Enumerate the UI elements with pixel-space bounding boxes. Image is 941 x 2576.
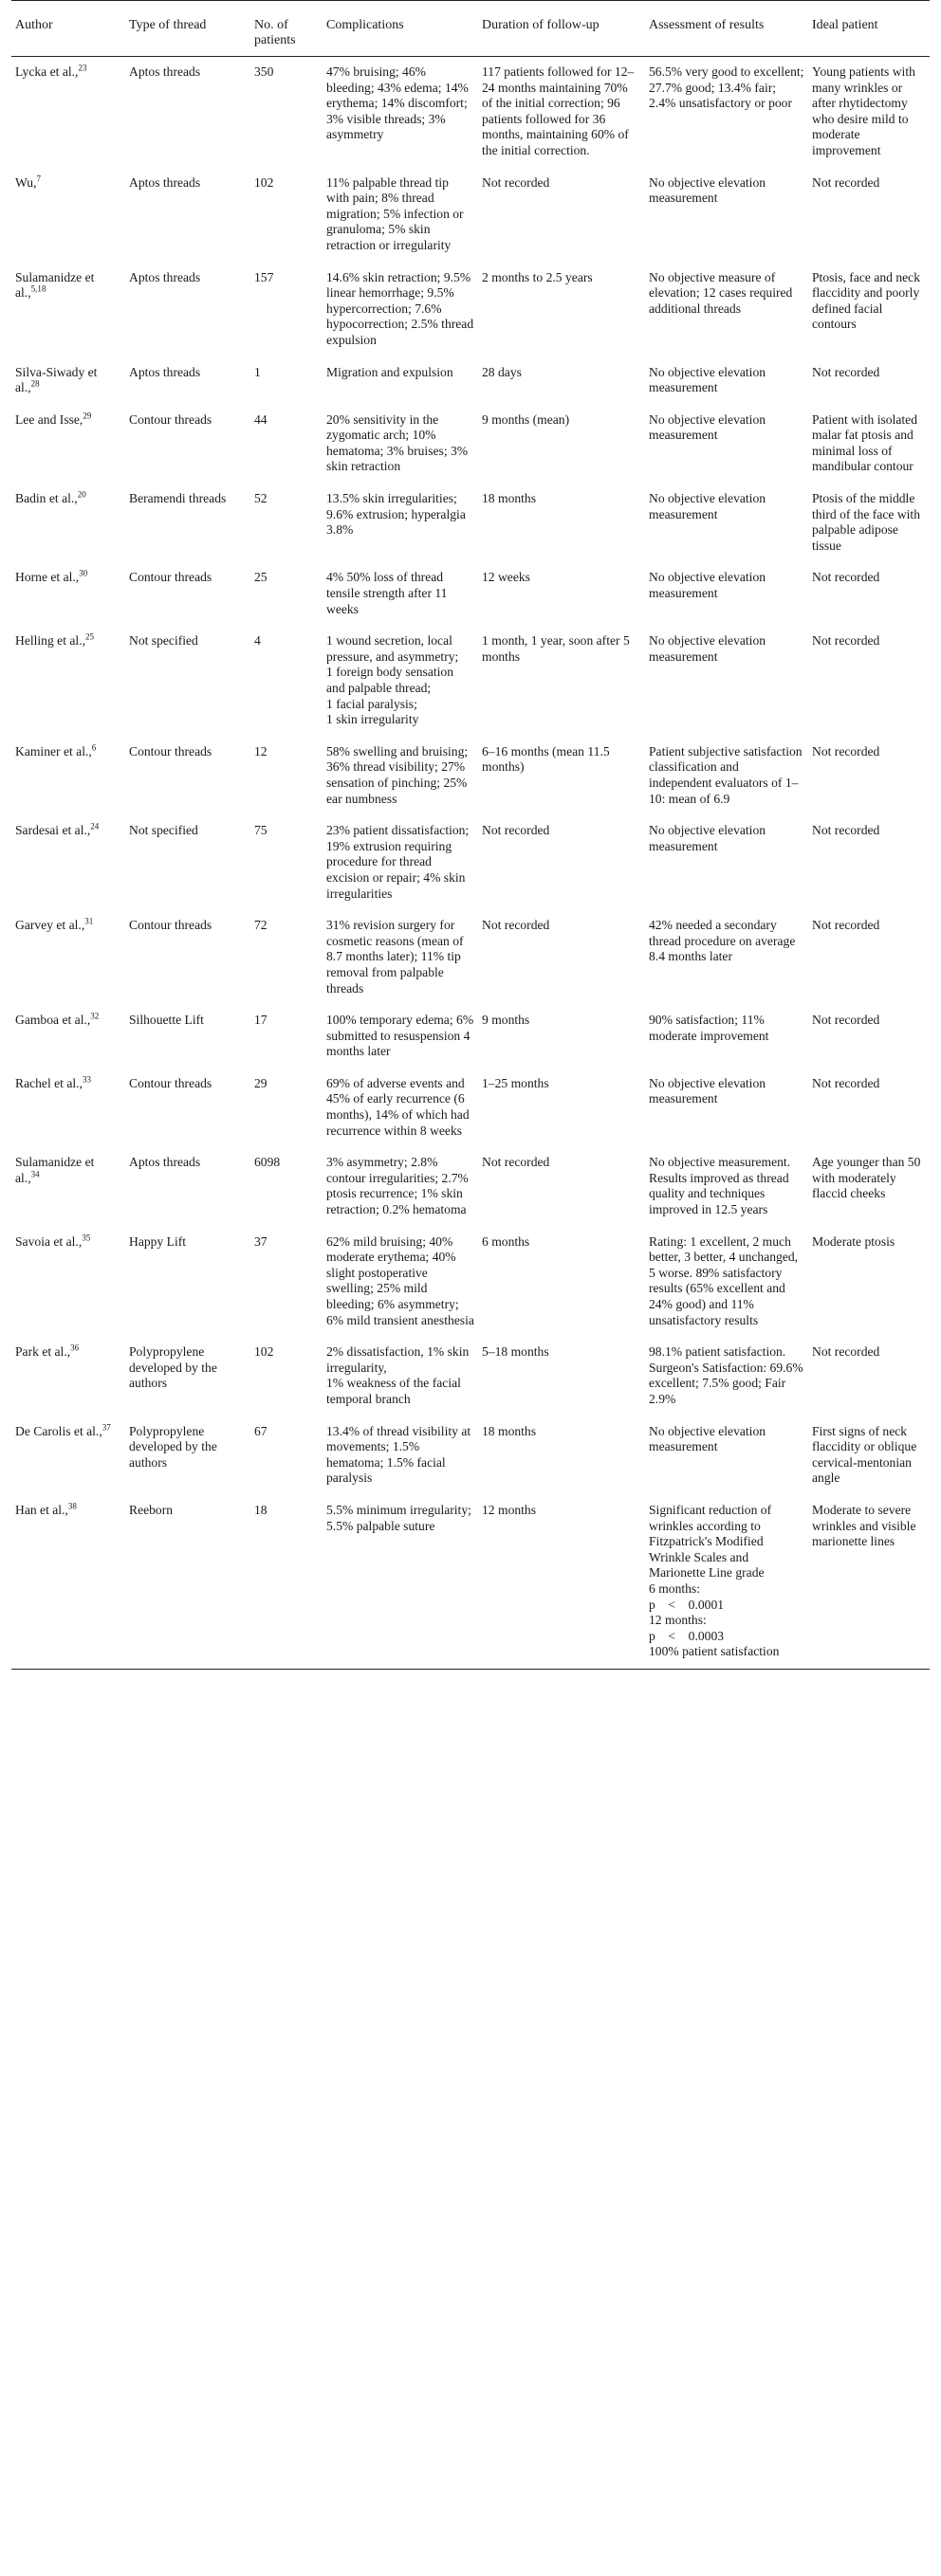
reference-number: 24 bbox=[90, 821, 100, 831]
follow-up-cell: 9 months bbox=[482, 1013, 530, 1028]
assessment-cell: 42% needed a secondary thread procedure on average 8.4 months later bbox=[649, 918, 796, 964]
author-name: Horne et al., bbox=[15, 570, 80, 585]
thread-type-cell: Reeborn bbox=[125, 1495, 250, 1669]
follow-up-cell: 5–18 months bbox=[482, 1344, 549, 1360]
follow-up-cell: Not recorded bbox=[482, 823, 550, 838]
thread-type-cell: Not specified bbox=[129, 633, 198, 649]
author-name: Savoia et al., bbox=[15, 1233, 83, 1249]
table-row bbox=[11, 1416, 930, 1495]
patient-count-cell: 17 bbox=[254, 1013, 268, 1028]
thread-type-cell: Contour threads bbox=[129, 743, 212, 758]
thread-type-cell: Contour threads bbox=[129, 570, 212, 585]
complications-cell: 14.6% skin retraction; 9.5% linear hemorrhage; 9.5% hypercorrection; 7.6% hypocorrection; 2.5% thread expulsion bbox=[326, 269, 474, 347]
table-row bbox=[11, 357, 930, 405]
assessment-cell: Patient subjective satisfaction classification and independent evaluators of 1–10: mean of 6.9 bbox=[649, 743, 803, 806]
ideal-patient-cell: Age younger than 50 with moderately flaccid cheeks bbox=[812, 1155, 921, 1201]
reference-number: 20 bbox=[77, 489, 86, 500]
author-cell bbox=[11, 57, 125, 168]
author-name: Garvey et al., bbox=[15, 918, 85, 933]
complications-cell: 69% of adverse events and 45% of early recurrence (6 months), 14% of which had recurrence within 8 weeks bbox=[326, 1075, 470, 1138]
table-row bbox=[11, 737, 930, 815]
author-cell bbox=[11, 263, 125, 357]
author-name: Badin et al., bbox=[15, 491, 78, 506]
ideal-patient-cell: Not recorded bbox=[812, 1075, 880, 1090]
thread-type-cell: Contour threads bbox=[129, 1075, 212, 1090]
header-ideal-patient: Ideal patient bbox=[808, 1, 930, 57]
patient-count-cell: 75 bbox=[254, 823, 268, 838]
complications-cell: 2% dissatisfaction, 1% skin irregularity, 1% weakness of the facial temporal branch bbox=[326, 1344, 470, 1406]
ideal-patient-cell: Not recorded bbox=[812, 1013, 880, 1028]
patient-count-cell: 52 bbox=[254, 491, 268, 506]
complications-cell: 5.5% minimum irregularity; 5.5% palpable suture bbox=[323, 1495, 478, 1669]
table-row bbox=[11, 1147, 930, 1226]
reference-number: 33 bbox=[82, 1074, 91, 1085]
reference-number: 37 bbox=[101, 1422, 111, 1433]
author-name: Kaminer et al., bbox=[15, 743, 92, 758]
follow-up-cell: 18 months bbox=[482, 491, 537, 506]
reference-number: 7 bbox=[36, 174, 41, 184]
complications-cell: 58% swelling and bruising; 36% thread visibility; 27% sensation of pinching; 25% ear numbness bbox=[326, 743, 469, 806]
header-type-of-thread: Type of thread bbox=[125, 1, 250, 57]
follow-up-cell: 1 month, 1 year, soon after 5 months bbox=[482, 633, 630, 664]
author-cell bbox=[11, 626, 125, 737]
author-cell bbox=[11, 1227, 125, 1338]
table-row bbox=[11, 1069, 930, 1147]
complications-cell: 47% bruising; 46% bleeding; 43% edema; 14% erythema; 14% discomfort; 3% visible threads; 3% asymmetry bbox=[326, 64, 469, 142]
ideal-patient-cell: Ptosis, face and neck flaccidity and poorly defined facial contours bbox=[812, 269, 921, 332]
table-row bbox=[11, 910, 930, 1005]
table-row bbox=[11, 168, 930, 263]
reference-number: 35 bbox=[82, 1233, 91, 1243]
patient-count-cell: 157 bbox=[254, 269, 274, 284]
complications-cell: 13.5% skin irregularities; 9.6% extrusion; hyperalgia 3.8% bbox=[326, 491, 466, 538]
patient-count-cell: 350 bbox=[254, 64, 274, 79]
author-cell bbox=[11, 405, 125, 484]
author-name: Rachel et al., bbox=[15, 1075, 83, 1090]
header-assessment-of-results: Assessment of results bbox=[645, 1, 808, 57]
thread-type-cell: Aptos threads bbox=[129, 1155, 201, 1170]
assessment-cell: 56.5% very good to excellent; 27.7% good; 13.4% fair; 2.4% unsatisfactory or poor bbox=[649, 64, 804, 111]
complications-cell: 13.4% of thread visibility at movements; 1.5% hematoma; 1.5% facial paralysis bbox=[326, 1423, 471, 1486]
author-name: Lycka et al., bbox=[15, 64, 79, 79]
follow-up-cell: 9 months (mean) bbox=[482, 411, 570, 427]
follow-up-cell: 18 months bbox=[482, 1423, 537, 1438]
reference-number: 38 bbox=[67, 1501, 77, 1511]
patient-count-cell: 6098 bbox=[254, 1155, 281, 1170]
follow-up-cell: 6 months bbox=[482, 1233, 530, 1249]
assessment-cell: Rating: 1 excellent, 2 much better, 3 better, 4 unchanged, 5 worse. 89% satisfactory results (65% excellent and 24% good) and 11% unsatisfactory results bbox=[649, 1233, 799, 1327]
patient-count-cell: 1 bbox=[254, 364, 261, 379]
assessment-cell: No objective elevation measurement bbox=[649, 570, 766, 601]
reference-number: 28 bbox=[30, 378, 40, 389]
complications-cell: 31% revision surgery for cosmetic reasons (mean of 8.7 months later); 11% tip removal from palpable threads bbox=[326, 918, 464, 996]
table-header bbox=[11, 1, 930, 57]
header-author: Author bbox=[11, 1, 125, 57]
author-cell bbox=[11, 910, 125, 1005]
ideal-patient-cell: Not recorded bbox=[812, 174, 880, 190]
follow-up-cell: 1–25 months bbox=[482, 1075, 549, 1090]
ideal-patient-cell: Not recorded bbox=[812, 743, 880, 758]
follow-up-cell: 117 patients followed for 12–24 months maintaining 70% of the initial correction; 96 patients followed for 36 months, maintaining 60% of the initial correction. bbox=[482, 64, 635, 157]
patient-count-cell: 102 bbox=[254, 1344, 274, 1360]
author-name: De Carolis et al., bbox=[15, 1423, 102, 1438]
ideal-patient-cell: Not recorded bbox=[812, 823, 880, 838]
complications-cell: 62% mild bruising; 40% moderate erythema; 40% slight postoperative swelling; 25% mild bleeding; 6% asymmetry; 6% mild transient anesthesia bbox=[326, 1233, 474, 1327]
thread-type-cell: Silhouette Lift bbox=[129, 1013, 204, 1028]
complications-cell: 23% patient dissatisfaction; 19% extrusion requiring procedure for thread excision or repair; 4% skin irregularities bbox=[326, 823, 470, 901]
ideal-patient-cell: First signs of neck flaccidity or oblique cervical-mentonian angle bbox=[812, 1423, 917, 1486]
follow-up-cell: 2 months to 2.5 years bbox=[482, 269, 593, 284]
assessment-cell: 98.1% patient satisfaction. Surgeon's Satisfaction: 69.6% excellent; 7.5% good; Fair 2.9% bbox=[649, 1344, 803, 1406]
table-row bbox=[11, 484, 930, 562]
reference-number: 23 bbox=[78, 63, 87, 73]
ideal-patient-cell: Not recorded bbox=[812, 364, 880, 379]
follow-up-cell: 6–16 months (mean 11.5 months) bbox=[482, 743, 610, 775]
assessment-cell: No objective elevation measurement bbox=[649, 411, 766, 443]
reference-number: 34 bbox=[30, 1169, 40, 1179]
thread-type-cell: Aptos threads bbox=[129, 174, 201, 190]
author-cell bbox=[11, 1495, 125, 1669]
table-body bbox=[11, 57, 930, 1670]
complications-cell: 11% palpable thread tip with pain; 8% thread migration; 5% infection or granuloma; 5% skin retraction or irregularity bbox=[326, 174, 464, 252]
author-cell bbox=[11, 815, 125, 910]
author-name: Park et al., bbox=[15, 1344, 71, 1360]
author-cell bbox=[11, 1005, 125, 1069]
table-row bbox=[11, 815, 930, 910]
patient-count-cell: 72 bbox=[254, 918, 268, 933]
thread-type-cell: Happy Lift bbox=[129, 1233, 187, 1249]
author-cell bbox=[11, 737, 125, 815]
ideal-patient-cell: Not recorded bbox=[812, 1344, 880, 1360]
table-row bbox=[11, 405, 930, 484]
author-cell bbox=[11, 562, 125, 626]
reference-number: 25 bbox=[85, 631, 94, 642]
author-cell bbox=[11, 1147, 125, 1226]
thread-type-cell: Polypropylene developed by the authors bbox=[129, 1344, 217, 1391]
thread-type-cell: Not specified bbox=[129, 823, 198, 838]
table-row bbox=[11, 562, 930, 626]
thread-type-cell: Aptos threads bbox=[129, 269, 201, 284]
reference-number: 32 bbox=[90, 1011, 100, 1021]
assessment-cell: No objective measurement. Results improved as thread quality and techniques improved in 12.5 years bbox=[649, 1155, 791, 1217]
ideal-patient-cell: Not recorded bbox=[812, 570, 880, 585]
author-cell bbox=[11, 1069, 125, 1147]
thread-type-cell: Polypropylene developed by the authors bbox=[129, 1423, 217, 1470]
author-name: Lee and Isse, bbox=[15, 411, 83, 427]
table-row bbox=[11, 1495, 930, 1669]
complications-cell: Migration and expulsion bbox=[326, 364, 453, 379]
ideal-patient-cell: Moderate ptosis bbox=[812, 1233, 895, 1249]
table-row bbox=[11, 263, 930, 357]
complications-cell: 3% asymmetry; 2.8% contour irregularities; 2.7% ptosis recurrence; 1% skin retraction; 0.2% hematoma bbox=[326, 1155, 469, 1217]
follow-up-cell: Not recorded bbox=[482, 1155, 550, 1170]
assessment-cell: No objective measure of elevation; 12 cases required additional threads bbox=[649, 269, 793, 316]
assessment-cell: No objective elevation measurement bbox=[649, 1075, 766, 1106]
follow-up-cell: 12 months bbox=[478, 1495, 645, 1669]
patient-count-cell: 4 bbox=[254, 633, 261, 649]
reference-number: 31 bbox=[84, 916, 94, 926]
patient-count-cell: 25 bbox=[254, 570, 268, 585]
reference-number: 30 bbox=[79, 568, 88, 578]
ideal-patient-cell: Young patients with many wrinkles or after rhytidectomy who desire mild to moderate improvement bbox=[812, 64, 915, 157]
author-name: Sardesai et al., bbox=[15, 823, 91, 838]
thread-type-cell: Contour threads bbox=[129, 918, 212, 933]
ideal-patient-cell: Not recorded bbox=[812, 633, 880, 649]
assessment-cell: No objective elevation measurement bbox=[649, 364, 766, 395]
author-name: Silva-Siwady et al., bbox=[15, 364, 98, 395]
complications-cell: 1 wound secretion, local pressure, and asymmetry; 1 foreign body sensation and palpable thread; 1 facial paralysis; 1 skin irregularity bbox=[326, 633, 459, 727]
thread-type-cell: Aptos threads bbox=[129, 64, 201, 79]
ideal-patient-cell: Patient with isolated malar fat ptosis and minimal loss of mandibular contour bbox=[812, 411, 918, 474]
author-name: Sulamanidze et al., bbox=[15, 269, 95, 301]
ideal-patient-cell: Ptosis of the middle third of the face with palpable adipose tissue bbox=[812, 491, 920, 553]
assessment-cell: No objective elevation measurement bbox=[649, 491, 766, 521]
assessment-cell: 90% satisfaction; 11% moderate improvement bbox=[649, 1013, 769, 1043]
assessment-cell: No objective elevation measurement bbox=[649, 633, 766, 664]
author-cell bbox=[11, 357, 125, 405]
author-cell bbox=[11, 1337, 125, 1416]
reference-number: 36 bbox=[70, 1343, 80, 1353]
ideal-patient-cell: Moderate to severe wrinkles and visible marionette lines bbox=[808, 1495, 930, 1669]
follow-up-cell: 28 days bbox=[482, 364, 522, 379]
author-name: Han et al., bbox=[15, 1502, 68, 1517]
thread-type-cell: Contour threads bbox=[129, 411, 212, 427]
header-duration-of-follow-up: Duration of follow-up bbox=[478, 1, 645, 57]
author-name: Gamboa et al., bbox=[15, 1013, 91, 1028]
reference-number: 6 bbox=[91, 742, 97, 753]
patient-count-cell: 37 bbox=[254, 1233, 268, 1249]
thread-type-cell: Beramendi threads bbox=[129, 491, 227, 506]
author-cell bbox=[11, 484, 125, 562]
assessment-cell: No objective elevation measurement bbox=[649, 823, 766, 853]
follow-up-cell: 12 weeks bbox=[482, 570, 530, 585]
author-name: Helling et al., bbox=[15, 633, 85, 649]
patient-count-cell: 102 bbox=[254, 174, 274, 190]
follow-up-cell: Not recorded bbox=[482, 174, 550, 190]
reference-number: 29 bbox=[83, 411, 92, 421]
reference-number: 5,18 bbox=[30, 283, 46, 294]
author-name: Sulamanidze et al., bbox=[15, 1155, 95, 1185]
header-complications: Complications bbox=[323, 1, 478, 57]
patient-count-cell: 12 bbox=[254, 743, 268, 758]
assessment-cell: No objective elevation measurement bbox=[649, 174, 766, 206]
patient-count-cell: 67 bbox=[254, 1423, 268, 1438]
assessment-cell: No objective elevation measurement bbox=[649, 1423, 766, 1454]
table-row bbox=[11, 57, 930, 168]
author-cell bbox=[11, 1416, 125, 1495]
header-row bbox=[11, 1, 930, 57]
patient-count-cell: 18 bbox=[250, 1495, 323, 1669]
follow-up-cell: Not recorded bbox=[482, 918, 550, 933]
table-row bbox=[11, 1227, 930, 1338]
thread-lift-studies-table bbox=[11, 0, 930, 1670]
table-row bbox=[11, 1005, 930, 1069]
patient-count-cell: 29 bbox=[254, 1075, 268, 1090]
assessment-cell: Significant reduction of wrinkles according to Fitzpatrick's Modified Wrinkle Scales and Marionette Line grade 6 months: p < 0.0001 12 months: p < 0.0003 100% patient satisfaction bbox=[645, 1495, 808, 1669]
header-no-of-patients: No. of patients bbox=[250, 1, 323, 57]
author-cell bbox=[11, 168, 125, 263]
author-name: Wu, bbox=[15, 174, 37, 190]
complications-cell: 20% sensitivity in the zygomatic arch; 10% hematoma; 3% bruises; 3% skin retraction bbox=[326, 411, 469, 474]
patient-count-cell: 44 bbox=[254, 411, 268, 427]
thread-type-cell: Aptos threads bbox=[129, 364, 201, 379]
table-row bbox=[11, 1337, 930, 1416]
complications-cell: 100% temporary edema; 6% submitted to resuspension 4 months later bbox=[326, 1013, 474, 1059]
table-row bbox=[11, 626, 930, 737]
ideal-patient-cell: Not recorded bbox=[812, 918, 880, 933]
complications-cell: 4% 50% loss of thread tensile strength after 11 weeks bbox=[326, 570, 448, 616]
